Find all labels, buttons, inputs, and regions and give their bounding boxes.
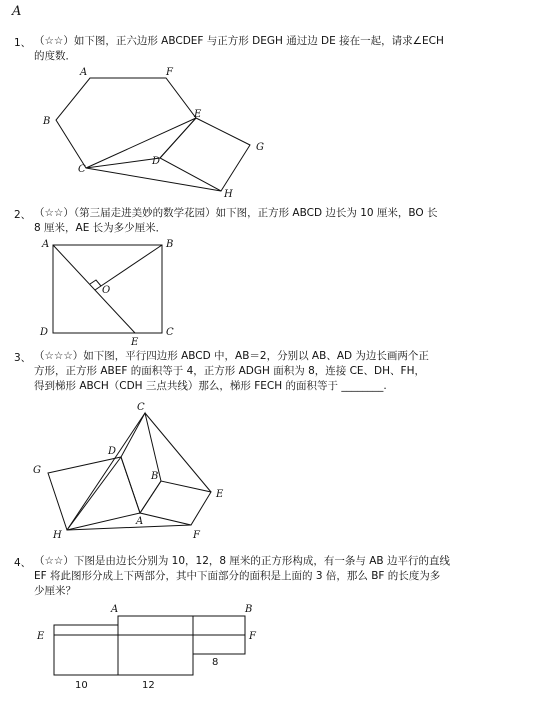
label-2-o: O — [102, 285, 111, 296]
problem-2-line-2: 8 厘米，AE 长为多少厘米． — [34, 222, 167, 234]
label-3-g: G — [33, 465, 41, 476]
label-2-a: A — [42, 239, 50, 250]
label-1-c: C — [78, 164, 86, 175]
problem-3-line-2: 方形，正方形 ABEF 的面积等于 4，正方形 ADGH 面积为 8，连接 CE、DH、FH， — [34, 365, 425, 377]
dim-10: 10 — [75, 680, 88, 691]
label-4-b: B — [245, 604, 253, 615]
label-3-c: C — [137, 402, 145, 413]
label-3-d: D — [108, 446, 117, 457]
label-1-g: G — [256, 142, 264, 153]
problem-3-line-1: （☆☆☆）如下图，平行四边形 ABCD 中，AB＝2，分别以 AB、AD 为边长画两个正 — [34, 350, 429, 362]
label-1-b: B — [43, 116, 51, 127]
problem-3-number: 3、 — [14, 352, 32, 364]
label-2-c: C — [166, 327, 174, 338]
problem-3-line-3: 得到梯形 ABCH（CDH 三点共线）那么，梯形 FECH 的面积等于 ________. — [34, 380, 387, 392]
problem-2-line-1: （☆☆）（第三届走进美妙的数学花园）如下图，正方形 ABCD 边长为 10 厘米，BO 长 — [34, 207, 438, 219]
label-3-f: F — [193, 530, 200, 541]
problem-4-line-3: 少厘米？ — [34, 585, 76, 597]
label-2-d: D — [40, 327, 49, 338]
label-2-b: B — [166, 239, 174, 250]
label-4-a: A — [111, 604, 119, 615]
problem-1-line-1: （☆☆）如下图，正六边形 ABCDEF 与正方形 DEGH 通过边 DE 接在一起，请求∠ECH — [34, 35, 444, 47]
label-1-a: A — [80, 67, 88, 78]
problem-4-line-2: EF 将此图形分成上下两部分，其中下面部分的面积是上面的 3 倍，那么 BF 的长度为多 — [34, 570, 441, 582]
problem-4-number: 4、 — [14, 557, 32, 569]
problem-1-number: 1、 — [14, 37, 32, 49]
label-4-e: E — [37, 631, 45, 642]
label-3-a: A — [136, 516, 144, 527]
label-1-e: E — [194, 109, 202, 120]
square-10 — [54, 625, 118, 675]
label-4-f: F — [249, 631, 256, 642]
label-3-e: E — [216, 489, 224, 500]
label-3-b: B — [151, 471, 159, 482]
square-12 — [118, 616, 193, 675]
problem-1-line-2: 的度数． — [34, 50, 76, 62]
label-3-h: H — [53, 530, 62, 541]
label-1-d: D — [152, 156, 161, 167]
label-2-e: E — [131, 337, 139, 348]
dim-8: 8 — [212, 657, 219, 668]
label-1-f: F — [166, 67, 173, 78]
section-label: A — [12, 4, 22, 19]
problem-4-line-1: （☆☆）下图是由边长分别为 10，12，8 厘米的正方形构成，有一条与 AB 边平行的直线 — [34, 555, 450, 567]
dim-12: 12 — [142, 680, 155, 691]
problem-2-number: 2、 — [14, 209, 32, 221]
label-1-h: H — [224, 189, 233, 200]
